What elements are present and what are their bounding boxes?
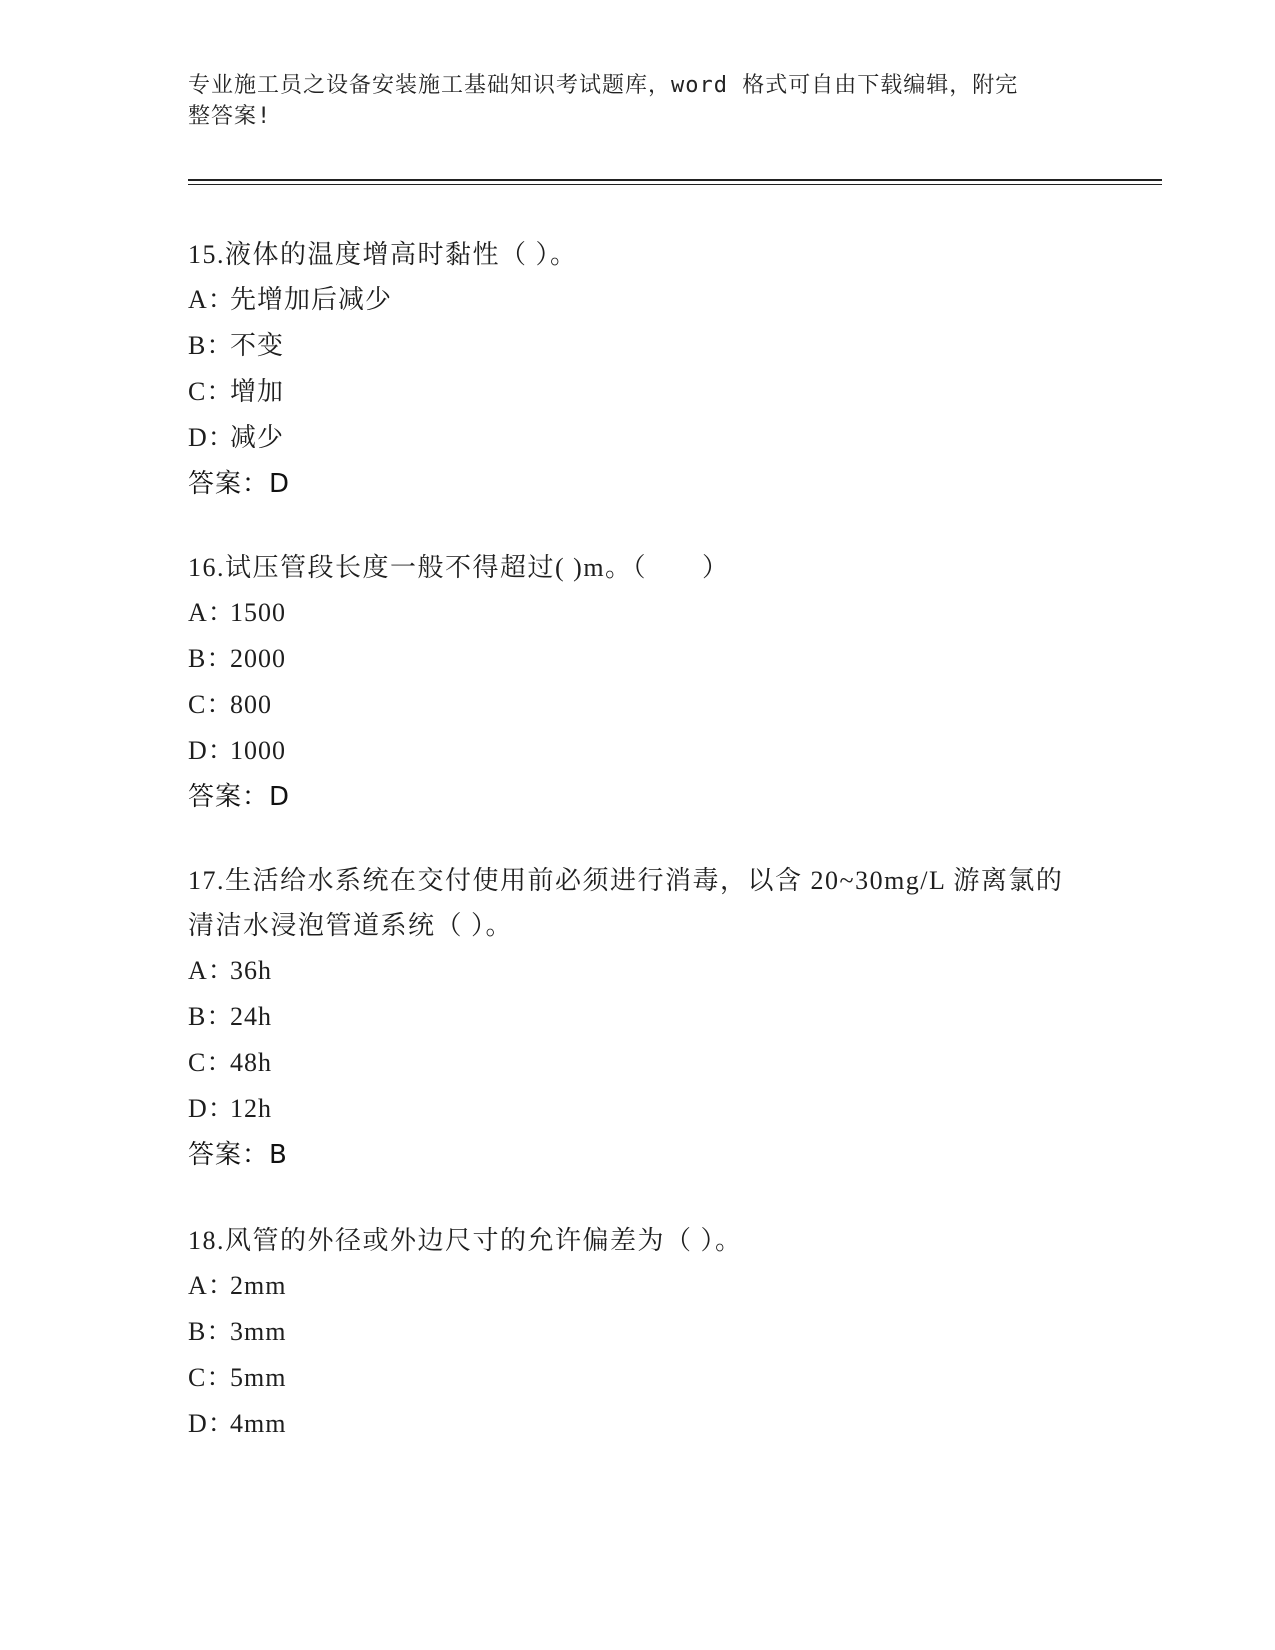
option-a: A：先增加后减少 <box>188 285 393 314</box>
question-17 <box>188 858 1068 1178</box>
option-a: A：2mm <box>188 1271 287 1300</box>
document-header <box>188 70 1068 132</box>
question-stem: 16.试压管段长度一般不得超过( )m。（ ） <box>188 553 730 582</box>
header-rule-thick <box>188 179 1162 181</box>
question-stem: 17.生活给水系统在交付使用前必须进行消毒，以含 20~30mg/L 游离氯的清洁水浸泡管道系统（ ）。 <box>188 866 1064 940</box>
answer: 答案：B <box>188 1140 288 1170</box>
question-18 <box>188 1218 1088 1447</box>
option-c: C：增加 <box>188 377 285 406</box>
question-stem: 15.液体的温度增高时黏性（ ）。 <box>188 240 578 269</box>
option-b: B：24h <box>188 1002 272 1031</box>
option-d: D：4mm <box>188 1409 287 1438</box>
option-c: C：800 <box>188 690 272 719</box>
header-line-1: 专业施工员之设备安装施工基础知识考试题库，word 格式可自由下载编辑，附完 <box>188 73 1019 98</box>
option-d: D：减少 <box>188 423 285 452</box>
option-c: C：48h <box>188 1048 272 1077</box>
header-line-2: 整答案! <box>188 104 272 129</box>
answer: 答案：D <box>188 469 291 499</box>
option-b: B：3mm <box>188 1317 287 1346</box>
option-d: D：12h <box>188 1094 272 1123</box>
answer: 答案：D <box>188 782 291 812</box>
option-b: B：2000 <box>188 644 286 673</box>
option-a: A：36h <box>188 956 272 985</box>
header-rule-thin <box>188 184 1162 185</box>
question-16 <box>188 545 1088 820</box>
question-stem: 18.风管的外径或外边尺寸的允许偏差为（ ）。 <box>188 1226 743 1255</box>
option-a: A：1500 <box>188 598 286 627</box>
option-c: C：5mm <box>188 1363 287 1392</box>
option-b: B：不变 <box>188 331 285 360</box>
option-d: D：1000 <box>188 736 286 765</box>
question-15 <box>188 232 1088 507</box>
